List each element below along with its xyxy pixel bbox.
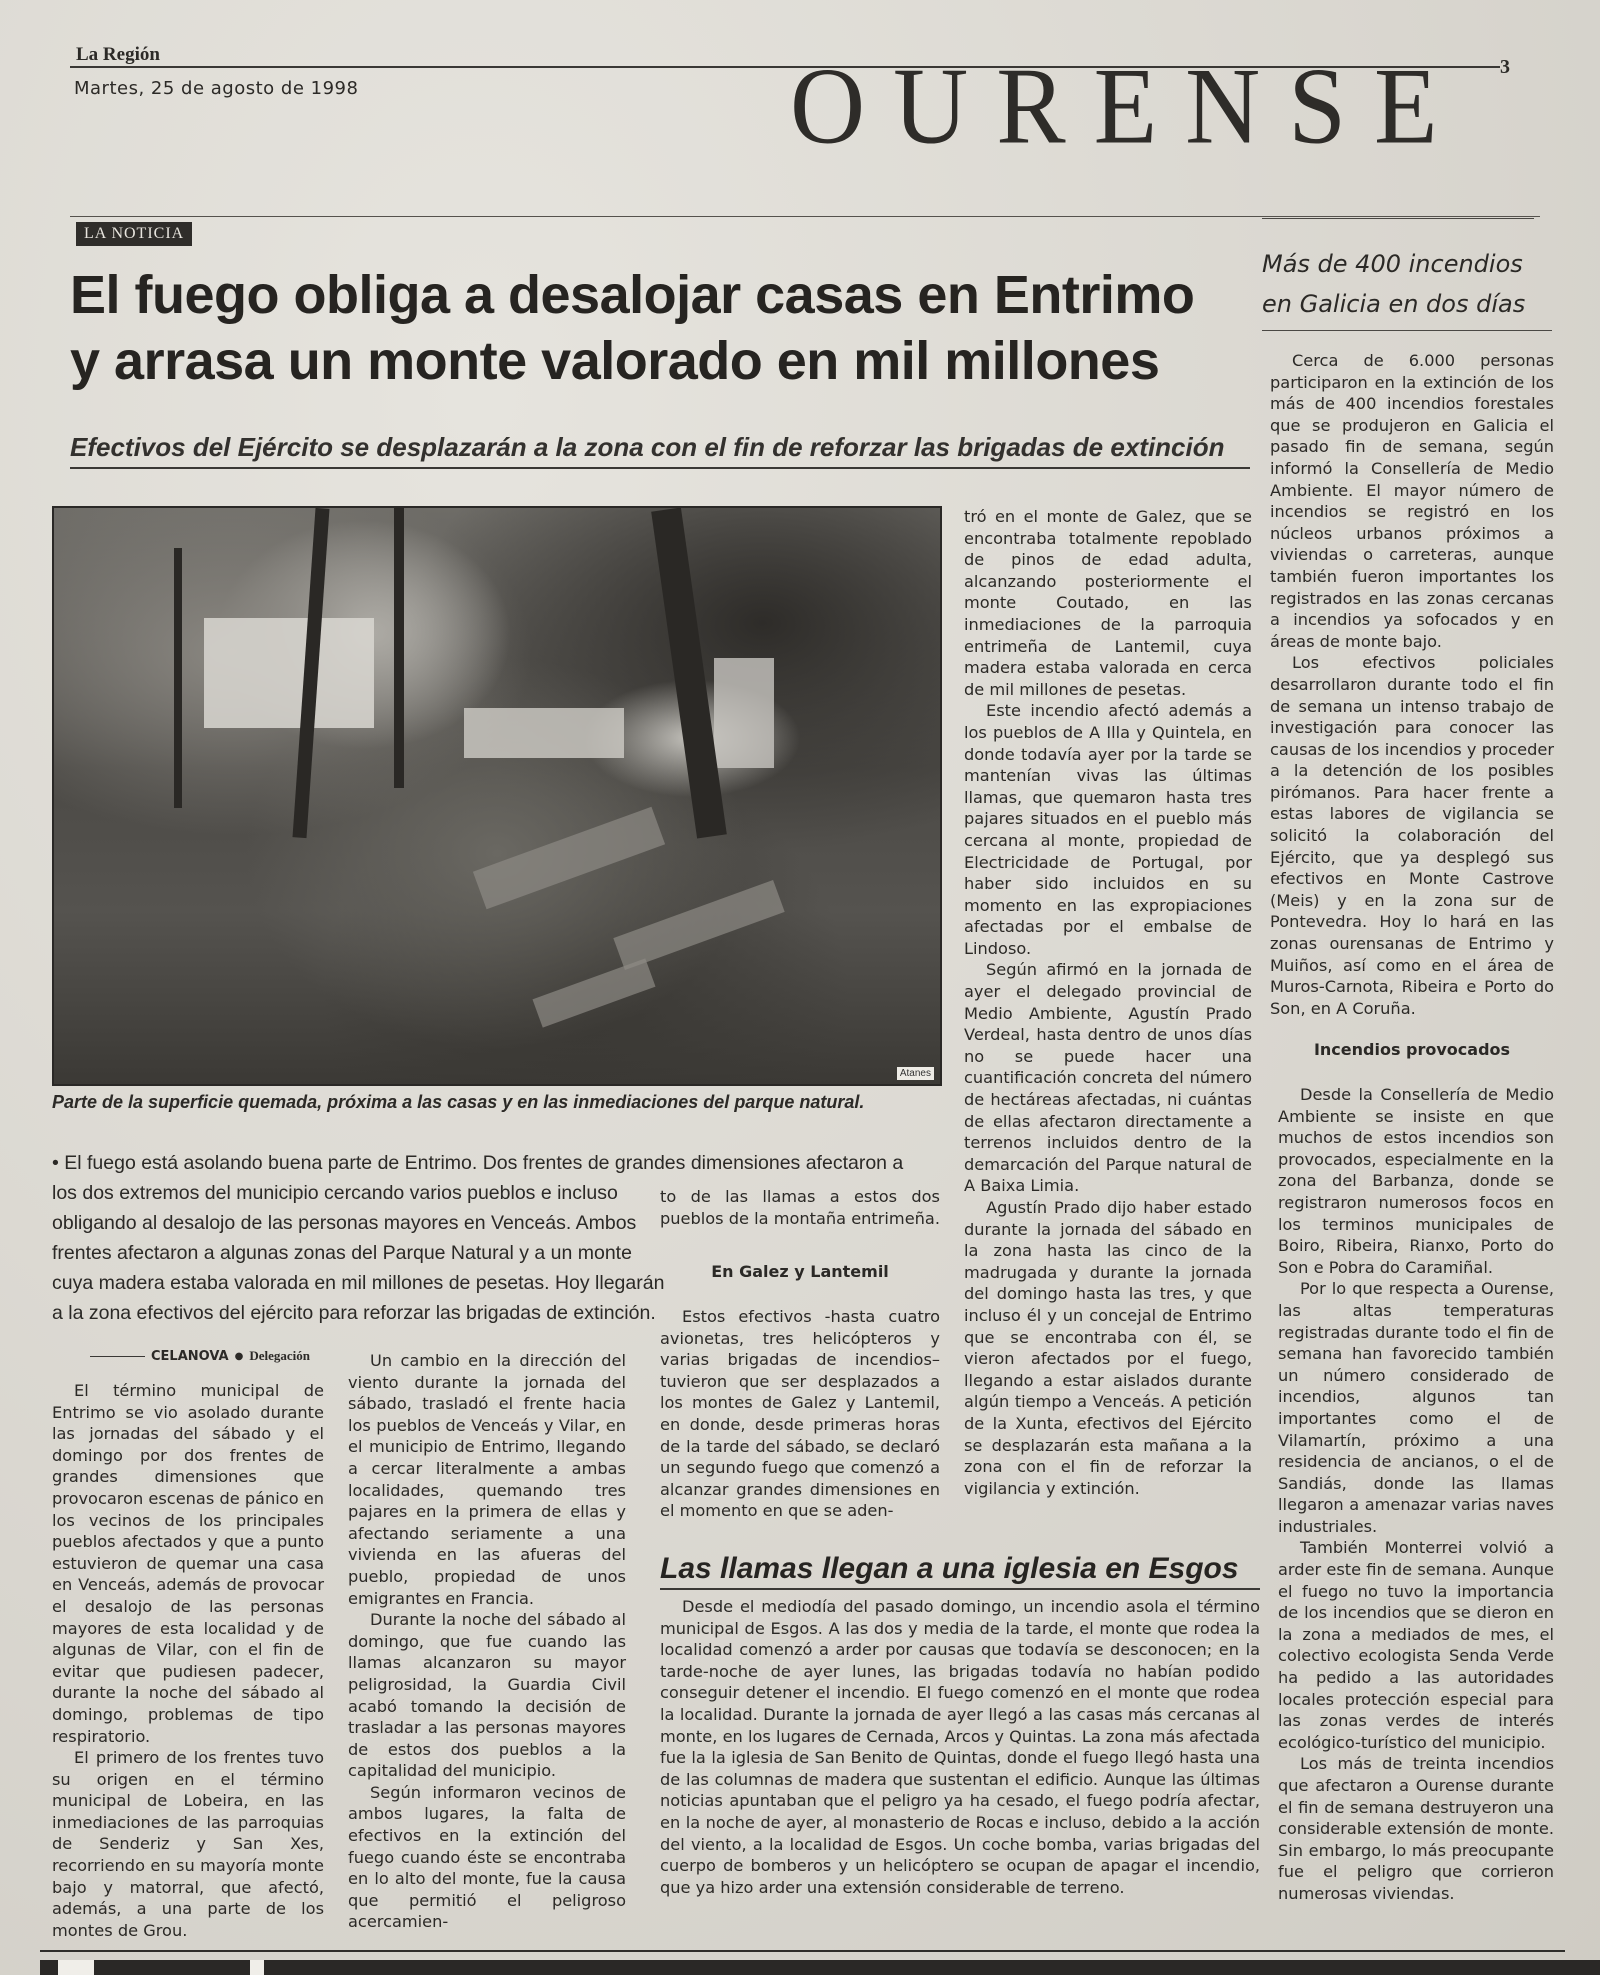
lead-line: obligando al desalojo de las personas mayores en Venceás. Ambos — [52, 1212, 637, 1234]
headline-line-2: y arrasa un monte valorado en mil millones — [70, 331, 1160, 391]
paragraph: to de las llamas a estos dos pueblos de la montaña entrimeña. — [660, 1187, 940, 1228]
photo-rock — [473, 807, 665, 910]
lead-line: los dos extremos del municipio cercando varios pueblos e incluso — [52, 1182, 618, 1204]
lead-paragraph — [52, 1148, 952, 1328]
article-column-2 — [348, 1350, 626, 1933]
newspaper-name: La Región — [76, 44, 160, 65]
secondary-headline: Las llamas llegan a una iglesia en Esgos — [660, 1552, 1260, 1590]
headline — [70, 262, 1250, 394]
paragraph: Desde la Consellería de Medio Ambiente se insiste en que muchos de estos incendios son provocados, especialmente en la zona del Barbanza, donde se registraron numerosos focos en los terminos municipales de Boiro, Ribeira, Rianxo, Porto do Son e Pobra do Caramiñal. — [1278, 1085, 1554, 1277]
article-column-1 — [52, 1380, 324, 1941]
section-title: OURENSE — [790, 46, 1466, 167]
page-number-rule — [1480, 66, 1500, 68]
byline-rule — [90, 1356, 145, 1357]
photo-rock — [613, 880, 784, 970]
photo-house — [464, 708, 624, 758]
paragraph: Este incendio afectó además a los pueblos de A Illa y Quintela, en donde todavía ayer por la tarde se mantenían vivas las últimas llamas, que quemaron hasta tres pajares situados en el pueblo más cercana al monte, propiedad de Electricidade de Portugal, por haber sido incluidos en su momento en las expropiaciones afectadas por el embalse de Lindoso. — [964, 701, 1252, 958]
headline-line-1: El fuego obliga a desalojar casas en Entrimo — [70, 265, 1195, 325]
paragraph: Durante la noche del sábado al domingo, que fue cuando las llamas alcanzaron su mayor peligrosidad, la Guardia Civil acabó tomando la decisión de trasladar a las personas mayores de estos dos pueblos a la capitalidad del municipio. — [348, 1610, 626, 1781]
lead-line: frentes afectaron a algunas zonas del Parque Natural y a un monte — [52, 1242, 632, 1264]
photo-credit: Atanes — [897, 1067, 934, 1080]
paragraph: También Monterrei volvió a arder este fin de semana. Aunque el fuego no tuvo la importancia de los incendios que se dieron en la zona a mediados de mes, el colectivo ecologista Senda Verde ha pedido a las autoridades locales protección especial para las zonas verdes de interés ecológico-turístico del municipio. — [1278, 1538, 1554, 1752]
paragraph: Un cambio en la dirección del viento durante la jornada del sábado, trasladó el frente hacia los pueblos de Venceás y Vilar, en el municipio de Entrimo, llegando a cercar literalmente a ambas localidades, quemando tres pajares en la primera de ellas y afectando seriamente a una vivienda en las afueras del pueblo, propiedad de unos emigrantes en Francia. — [348, 1351, 626, 1608]
paragraph: El primero de los frentes tuvo su origen en el término municipal de Lobeira, en las inmediaciones de las parroquias de Senderiz y San Xes, recorriendo en su mayoría monte bajo y matorral, que afectó, además, a una parte de los montes de Grou. — [52, 1748, 324, 1940]
sidebar-title-line-2: en Galicia en dos días — [1262, 290, 1526, 318]
lead-line: a la zona efectivos del ejército para reforzar las brigadas de extinción. — [52, 1302, 656, 1324]
article-column-3-cont — [660, 1306, 940, 1522]
kicker-label: LA NOTICIA — [76, 222, 192, 246]
article-column-3 — [660, 1186, 940, 1229]
page-number: 3 — [1500, 56, 1510, 78]
paragraph: tró en el monte de Galez, que se encontraba totalmente repoblado de pinos de edad adulta, alcanzando posteriormente el monte Coutado, en las inmediaciones de la parroquia entrimeña de Lantemil, cuya madera estaba valorada en cerca de mil millones de pesetas. — [964, 507, 1252, 699]
paragraph: Cerca de 6.000 personas participaron en la extinción de los más de 400 incendios forestales que se produjeron en Galicia el pasado fin de semana, según informó la Consellería de Medio Ambiente. El mayor número de incendios se registró en los núcleos urbanos próximos a viviendas o carreteras, aunque también fueron importantes los registrados en las zonas cercanas a incendios ya sofocados y en áreas de monte bajo. — [1270, 351, 1554, 651]
sidebar-column-bottom — [1278, 1084, 1554, 1905]
photo-house — [204, 618, 374, 728]
photo-tree-trunk — [174, 548, 182, 808]
ad-block — [250, 1960, 264, 1975]
footer-rule — [40, 1950, 1565, 1952]
sidebar-subheading: Incendios provocados — [1313, 1040, 1511, 1059]
subsection-heading: En Galez y Lantemil — [711, 1262, 889, 1281]
photo-caption: Parte de la superficie quemada, próxima a las casas y en las inmediaciones del parque natural. — [52, 1092, 865, 1112]
publication-date: Martes, 25 de agosto de 1998 — [74, 78, 359, 99]
subheadline: Efectivos del Ejército se desplazarán a la zona con el fin de reforzar las brigadas de extinción — [70, 432, 1250, 469]
photo-house — [714, 658, 774, 768]
paragraph: Por lo que respecta a Ourense, las altas temperaturas registradas durante todo el fin de semana han favorecido también un número considerado de incendios, algunos tan importantes como el de Vilamartín, próximo a una residencia de ancianos, o el de Sandiás, donde las llamas llegaron a amenazar varias naves industriales. — [1278, 1279, 1554, 1536]
paragraph: Los efectivos policiales desarrollaron durante todo el fin de semana un intenso trabajo de investigación para conocer las causas de los incendios y proceder a la detención de los posibles pirómanos. Para hacer frente a estas labores de vigilancia se solicitó la colaboración del Ejército, que ya desplegó sus efectivos en Monte Castrove (Meis) y en la zona sur de Pontevedra. Hoy lo hará en las zonas ourensanas de Entrimo y Muiños, así como en el área de Muros-Carnota, Ribeira e Porto do Son, en A Coruña. — [1270, 653, 1554, 1018]
paragraph: Estos efectivos -hasta cuatro avionetas, tres helicópteros y varias brigadas de incendios– tuvieron que ser desplazados a los montes de Galez y Lantemil, en donde, desde primeras horas de la tarde del sábado, se declaró un segundo fuego que comenzó a alcanzar grandes dimensiones en el momento en que se aden- — [660, 1307, 940, 1521]
sidebar-column-top — [1270, 350, 1554, 1019]
paragraph: Desde el mediodía del pasado domingo, un incendio asola el término municipal de Esgos. A las dos y media de la tarde, el monte que rodea la localidad comenzó a arder por causas que todavía se desconocen; en la tarde-noche de ayer lunes, las brigadas todavía no habían podido conseguir detener el incendio. El fuego comenzó en el monte que rodea la localidad. Durante la jornada de ayer llegó a las casas más cercanas al monte, en los lugares de Cernada, Arcos y Quintas. La zona más afectada fue la la iglesia de San Benito de Quintas, donde el fuego llegó hasta una de las columnas de madera que sustentan el edificio. Aunque las últimas noticias apuntaban que el peligro ya ha cesado, el fuego podría afectar, en la noche de ayer, al monasterio de Rocas e incluso, debido a la acción del viento, a la localidad de Esgos. Un coche bomba, varias brigadas del cuerpo de bomberos y un helicóptero se ocupan de apagar el incendio, que ya hizo arder una extensión considerable de terreno. — [660, 1597, 1260, 1897]
byline-location: CELANOVA — [151, 1348, 229, 1364]
byline — [90, 1348, 310, 1364]
lead-line: cuya madera estaba valorada en mil millones de pesetas. Hoy llegarán — [52, 1272, 665, 1294]
byline-source: Delegación — [249, 1348, 310, 1363]
paragraph: El término municipal de Entrimo se vio asolado durante las jornadas del sábado y el domingo por dos frentes de grandes dimensiones que provocaron escenas de pánico en los vecinos de los principales pueblos afectados y que a punto estuvieron de quemar una casa en Venceás, además de provocar el desalojo de las personas mayores de esta localidad y de algunas de Vilar, con el fin de evitar que pudiesen padecer, durante la noche del sábado al domingo, problemas de tipo respiratorio. — [52, 1381, 324, 1746]
sidebar-title — [1262, 244, 1552, 331]
photo-rock — [532, 958, 655, 1027]
sidebar-top-rule — [1262, 218, 1534, 219]
secondary-article-body — [660, 1596, 1260, 1898]
paragraph: Los más de treinta incendios que afectaron a Ourense durante el fin de semana destruyeron una considerable extensión de monte. Sin embargo, lo más preocupante fue el peligro que corrieron numerosas viviendas. — [1278, 1754, 1554, 1903]
article-column-4 — [964, 506, 1252, 1499]
section-divider — [70, 216, 1540, 217]
advertisement-strip — [40, 1960, 1600, 1975]
sidebar-title-line-1: Más de 400 incendios — [1262, 250, 1523, 278]
paragraph: Según afirmó en la jornada de ayer el delegado provincial de Medio Ambiente, Agustín Prado Verdeal, hasta dentro de unos días no se puede hacer una cuantificación concreta del número de hectáreas afectadas, ni cuántas de ellas afectaron directamente a terrenos incluidos dentro de la demarcación del Parque natural de A Baixa Limia. — [964, 960, 1252, 1196]
bullet-icon: ● — [234, 1350, 244, 1362]
paragraph: Según informaron vecinos de ambos lugares, la falta de efectivos en la extinción del fuego cuando éste se encontraba en lo alto del monte, fue la causa que permitió el peligroso acercamien- — [348, 1782, 626, 1932]
photo-tree-trunk — [394, 508, 404, 788]
news-photo — [52, 506, 942, 1086]
paragraph: Agustín Prado dijo haber estado durante la jornada del sábado en la zona hasta las cinco de la madrugada y durante la jornada del domingo hasta las tres, y que incluso él y un concejal de Entrimo que se encontraba con él, se vieron afectados por el fuego, llegando a estar aislados durante algún tiempo a Venceás. A petición de la Xunta, efectivos del Ejército se desplazarán esta mañana a la zona con el fin de reforzar la vigilancia y extinción. — [964, 1198, 1252, 1498]
lead-line: • El fuego está asolando buena parte de Entrimo. Dos frentes de grandes dimensiones afectaron a — [52, 1152, 904, 1174]
ad-block — [58, 1960, 94, 1975]
